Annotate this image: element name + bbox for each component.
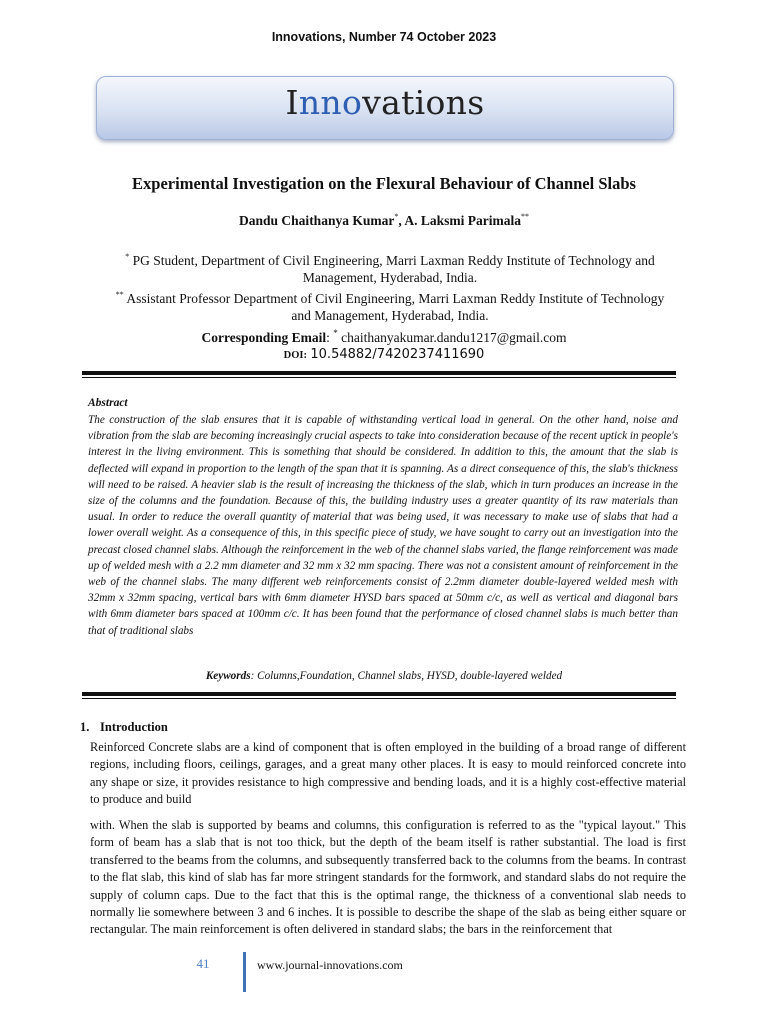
journal-banner [96, 76, 674, 140]
affiliation-2-text: Assistant Professor Department of Civil Engineering, Marri Laxman Reddy Institute of Technology and Management, Hyderabad, India. [123, 291, 665, 323]
author-2-mark: ** [520, 212, 529, 221]
abstract-text: The construction of the slab ensures that it is capable of withstanding vertical load in general. On the other hand, noise and vibration from the slab are becoming increasingly crucial aspects to take into consideration because of the recent uptick in people's interest in the living environment. This is something that should be considered. In addition to this, the amount that the slab is deflected will expand in proportion to the length of the span that it is spanning. As a direct consequence of this, the slab's thickness will need to be raised. A heavier slab is the result of increasing the thickness of the slab, which in turn produces an increase in the size of the columns and the foundation. Because of this, the building industry uses a greater quantity of its raw materials than usual. In order to reduce the overall quantity of material that was being used, it was necessary to make use of slabs that had a lower overall weight. As a consequence of this, in this specific piece of study, we have sought to carry out an investigation into the precast closed channel slabs. Although the reinforcement in the web of the channel slabs varied, the flange reinforcement was made up of welded mesh with a 2.2 mm diameter and 32 mm x 32 mm spacing. There was not a consistent amount of reinforcement in the web of the channel slabs. The many different web reinforcements consist of 2.2mm diameter double-layered welded mesh with 32mm x 32mm spacing, vertical bars with 6mm diameter HYSD bars spaced at 50mm c/c, as well as vertical and diagonal bars with 6mm diameter bars spaced at 100mm c/c. It has been found that the performance of closed channel slabs is much better than that of traditional slabs [88, 414, 678, 637]
section-title: Introduction [100, 720, 168, 734]
keywords-label: Keywords [205, 670, 251, 682]
intro-paragraph-1: Reinforced Concrete slabs are a kind of component that is often employed in the building of a broad range of different regions, including floors, ceilings, garages, and a great many other places. It is easy to mould reinforced concrete into any shape or size, it provides resistance to high compressive and bending loads, and it is a highly cost-effective material to produce and build [90, 740, 686, 807]
doi-value[interactable]: 10.54882/7420237411690 [310, 347, 485, 362]
intro-paragraph-2: with. When the slab is supported by beams and columns, this configuration is referred to as the "typical layout." This form of beam has a slab that is not too thick, but the depth of the beam itself is rather substantial. The load is first transferred to the beams from the columns, and subsequently transferred back to the columns from the beams. In contrast to the flat slab, this kind of slab has far more stringent standards for the formwork, and standard slabs do not require the supply of column caps. Due to the fact that this is the optimal range, the thickness of a conventional slab needs to normally lie somewhere between 3 and 6 inches. It is possible to describe the shape of the slab as being either square or rectangular. The main reinforcement is often delivered in standard slabs; the bars in the reinforcement that [90, 818, 686, 937]
email-address[interactable]: chaithanyakumar.dandu1217@gmail.com [337, 330, 567, 345]
abstract-bottom-rule-thin [82, 698, 676, 699]
author-2: , A. Laksmi Parimala [398, 213, 521, 228]
abstract-heading: Abstract [88, 397, 128, 409]
abstract-bottom-rule [82, 692, 676, 696]
journal-title-part2: vations [362, 83, 485, 122]
author-1: Dandu Chaithanya Kumar [239, 213, 395, 228]
journal-title-part1: I [285, 83, 299, 122]
email-mark: * [333, 328, 338, 338]
author-1-mark: * [394, 212, 399, 221]
journal-title [97, 83, 673, 122]
doi-line [0, 346, 768, 362]
affiliation-2 [110, 286, 670, 324]
abstract-top-rule [82, 371, 676, 375]
footer-divider [243, 952, 246, 992]
author-line [0, 212, 768, 229]
paper-title: Experimental Investigation on the Flexural Behaviour of Channel Slabs [132, 174, 636, 193]
keywords-line [0, 670, 768, 682]
abstract-top-rule-thin [82, 377, 676, 378]
issue-line: Innovations, Number 74 October 2023 [271, 30, 497, 44]
journal-title-highlight: nno [298, 83, 363, 122]
journal-url-link[interactable]: www.journal-innovations.com [257, 958, 403, 972]
section-heading [80, 720, 168, 735]
doi-label: DOI: [283, 350, 308, 361]
email-colon: : [326, 330, 334, 345]
section-number: 1. [80, 720, 90, 734]
affiliation-1-text: PG Student, Department of Civil Engineering, Marri Laxman Reddy Institute of Technology and Management, Hyderabad, India. [129, 253, 655, 285]
keywords-text: : Columns,Foundation, Channel slabs, HYSD, double-layered welded [250, 670, 563, 682]
corresponding-email [0, 328, 768, 346]
affiliation-1-mark: * [125, 252, 130, 261]
affiliation-2-mark: ** [115, 290, 124, 299]
affiliation-1 [110, 248, 670, 286]
page-number: 41 [196, 956, 210, 971]
email-label: Corresponding Email [201, 330, 327, 345]
